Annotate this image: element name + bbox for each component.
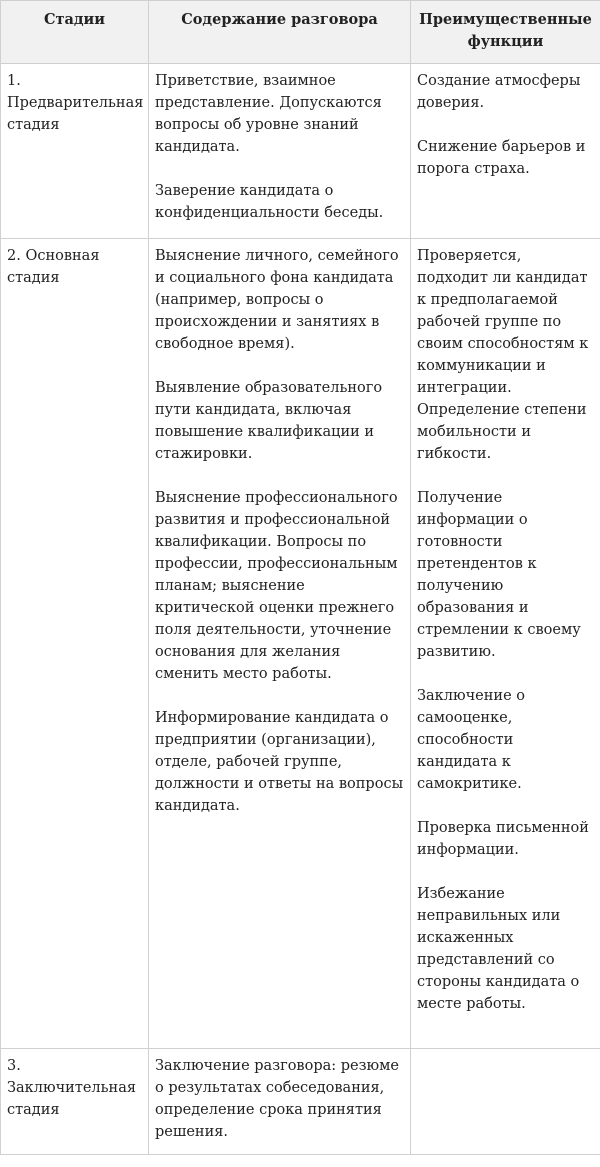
table-row	[1, 1049, 600, 1155]
header-stages: Стадии	[1, 1, 149, 64]
function-paragraph: Проверка письменной информации.	[417, 820, 589, 858]
function-paragraph: Избежание неправильных или искаженных представлений со стороны кандидата о месте работы.	[417, 886, 580, 1012]
function-paragraph: Создание атмосферы доверия.	[417, 73, 581, 111]
function-paragraph: Заключение о самооценке, способности кандидата к самокритике.	[417, 688, 525, 792]
content-cell	[149, 1049, 411, 1155]
content-paragraph: Выявление образовательного пути кандидата, включая повышение квалификации и стажировки.	[155, 380, 383, 462]
header-row	[1, 1, 600, 64]
function-paragraph: Получение информации о готовности претендентов к получению образования и стремлении к своему развитию.	[417, 490, 581, 660]
stage-cell	[1, 239, 149, 1049]
stage-cell	[1, 64, 149, 239]
functions-cell-empty	[411, 1049, 600, 1155]
content-paragraph: Выяснение личного, семейного и социального фона кандидата (например, вопросы о происхождении и занятиях в свободное время).	[155, 248, 399, 352]
header-functions: Преимущественные функции	[411, 1, 600, 64]
content-paragraph: Приветствие, взаимное представление. Допускаются вопросы об уровне знаний кандидата.	[155, 73, 382, 155]
content-paragraph: Информирование кандидата о предприятии (организации), отделе, рабочей группе, должности и ответы на вопросы кандидата.	[155, 710, 404, 814]
content-paragraph: Заверение кандидата о конфиденциальности беседы.	[155, 183, 384, 221]
functions-cell	[411, 64, 600, 239]
stage-label: 2. Основная стадия	[7, 248, 100, 286]
content-cell	[149, 64, 411, 239]
table-header	[1, 1, 600, 64]
header-content: Содержание разговора	[149, 1, 411, 64]
table-row	[1, 239, 600, 1049]
functions-cell	[411, 239, 600, 1049]
content-cell	[149, 239, 411, 1049]
stage-label: 3. Заключительная стадия	[7, 1058, 136, 1118]
function-paragraph: Снижение барьеров и порога страха.	[417, 139, 586, 177]
stage-label: 1. Предварительная стадия	[7, 73, 144, 133]
content-paragraph: Заключение разговора: резюме о результатах собеседования, определение срока принятия решения.	[155, 1058, 399, 1140]
content-paragraph: Выяснение профессионального развития и профессиональной квалификации. Вопросы по профессии, профессиональным планам; выяснение критической оценки прежнего поля деятельности, уточнение основания для желания сменить место работы.	[155, 490, 398, 682]
table-body	[1, 64, 600, 1155]
stage-cell	[1, 1049, 149, 1155]
table-row	[1, 64, 600, 239]
function-paragraph: Проверяется, подходит ли кандидат к предполагаемой рабочей группе по своим способностям к коммуникации и интеграции. Определение степени мобильности и гибкости.	[417, 248, 589, 462]
